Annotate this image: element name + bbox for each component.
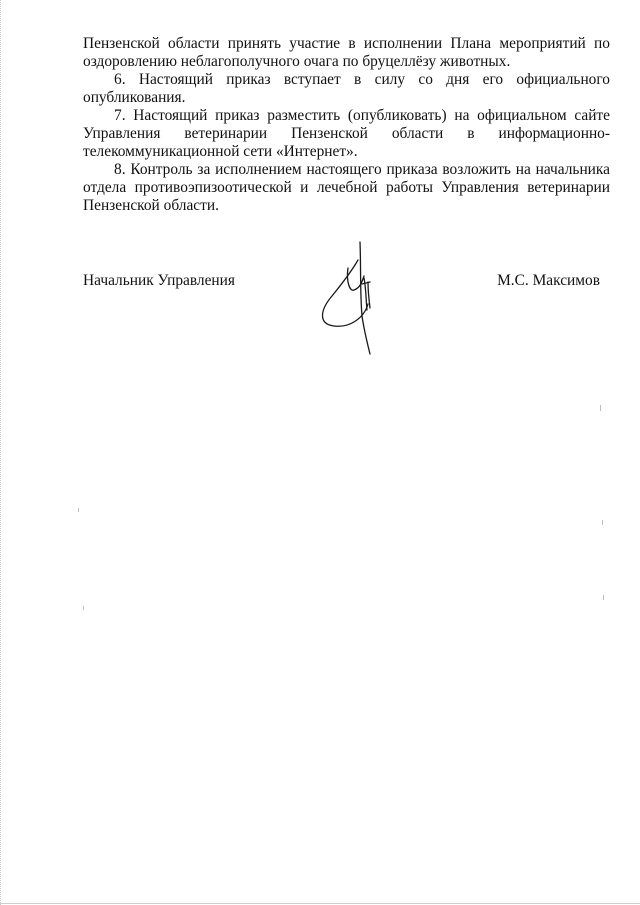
- paragraph-item-6: 6. Настоящий приказ вступает в силу со дня его официального опубликования.: [83, 71, 610, 106]
- scan-bottom-edge: [0, 900, 640, 904]
- signatory-title: Начальник Управления: [83, 272, 235, 289]
- paragraph-item-8: 8. Контроль за исполнением настоящего приказа возложить на начальника отдела противоэпизоотической и лечебной работы Управления ветеринарии Пензенской области.: [83, 161, 610, 214]
- paragraph-continuation: Пензенской области принять участие в исполнении Плана мероприятий по оздоровлению неблагополучного очага по бруцеллёзу животных.: [83, 35, 610, 70]
- scan-left-edge: [0, 0, 3, 905]
- scan-speck: [602, 520, 603, 525]
- scan-speck: [600, 405, 601, 411]
- signatory-name: М.С. Максимов: [497, 272, 600, 289]
- scan-speck: [78, 508, 79, 512]
- scan-speck: [83, 606, 84, 610]
- scan-speck: [603, 595, 604, 600]
- document-body: [83, 35, 610, 215]
- handwritten-signature: [310, 238, 390, 356]
- paragraph-item-7: 7. Настоящий приказ разместить (опубликовать) на официальном сайте Управления ветеринарии Пензенской области в информационно-телекоммуникационной сети «Интернет».: [83, 107, 610, 160]
